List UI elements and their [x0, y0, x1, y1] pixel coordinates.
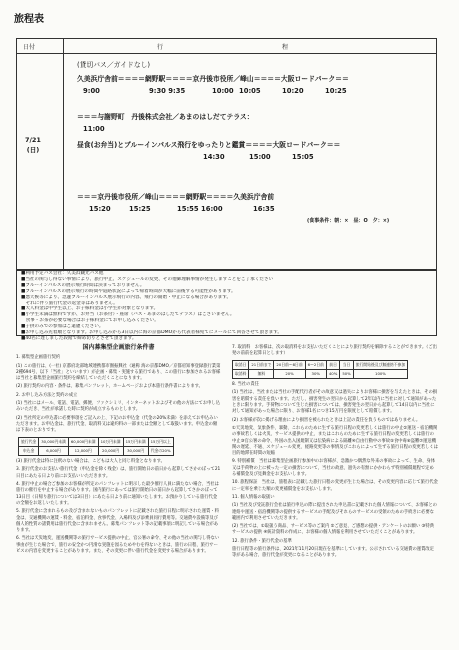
table-row	[233, 360, 408, 369]
route-line-4: ＝＝＝京丹後市役所／峰山＝＝＝＝網野駅＝＝＝＝久美浜庁舎前	[77, 193, 275, 201]
weekday-value: (日)	[26, 146, 40, 154]
table-cell: 代金の20%	[148, 446, 173, 455]
table-cell: 10万円未満	[98, 437, 123, 446]
table-cell: 40%	[326, 369, 339, 378]
paragraph: (1) 当社は、当社または当社の手配代行者がその故意又は過失によりお客様に損害を与えたときは、その損害を賠償する責任を負います。ただし、損害発生の翌日から起算して2年以内に当社に対して通知があったときに限ります。手荷物について生じた損害については、損害発生の翌日から起算して14日以内に当社に対して通知があった場合に限り、お客様1名につき15万円を限度として賠償します。	[232, 390, 438, 415]
table-row	[19, 437, 174, 446]
note-line: それに伴う旅行代金の返金等はありません。	[21, 300, 118, 306]
note-line: ■子供のみでの参加はご遠慮ください。	[21, 324, 104, 330]
table-cell: 6〜2日前	[305, 360, 326, 369]
paragraph: ①天災地変、気象条件、暴動、これらのために生ずる旅行日程の変更若しくは旅行の中止②運送・宿泊機関の事故若しくは火災、サービス提供の中止、またはこれらのために生ずる旅行日程の変更若しくは旅行の中止③官公署の命令、外国の出入国規制又は伝染病による隔離④自由行動中の事故⑤食中毒⑥盗難⑦運送機関の遅延、不通、スケジュール変更、経路変更等の事情及びこれらによって生ずる旅行日程の変更若しくは目的地滞在時間の短縮	[232, 425, 438, 457]
paragraph: (2) お客様が次に掲げる理由により損害を被られたときは上記の責任を負うものではありません。	[232, 417, 421, 423]
table-row	[233, 369, 408, 378]
table-cell: 30,000円未満	[39, 437, 69, 446]
table-cell: 15万円以上	[148, 437, 173, 446]
route1-time: 10:00	[212, 87, 234, 95]
paragraph: 9. 特別補償 当社は募集型企画旅行参加中のお客様が、急激かつ偶然な外来の事故によって、生命、身体又は手荷物の上に被った一定の損害について、当社の故意、過失の有無にかかわらず特別補償規程で定める補償金及び見舞金をお支払いします。	[232, 459, 436, 478]
table-cell: 6,000円	[39, 446, 69, 455]
table-cell: 取消料	[233, 369, 249, 378]
itinerary-table	[16, 38, 437, 270]
paragraph: (2) 旅行契約の内容・条件は、募集パンフレット、ホームページおよび本旅行条件書によります。	[16, 384, 203, 390]
paragraph: (3) 旅行代金は特に注釈のない場合は、こどもは大人と同じ料金となります。	[16, 459, 165, 465]
note-line: ■お申し込み先着順となります。お申し込みから3日以内に海の京都DMOから代表者様宛てにメールにて回答させて頂きます。	[21, 330, 283, 336]
meal-note: (食事条件：朝：× 昼：O 夕：×)	[307, 218, 390, 224]
table-cell: 無料	[249, 369, 274, 378]
route3-time: 14:30	[203, 153, 225, 161]
bus-note: (貸切バス／ガイドなし)	[77, 61, 151, 69]
table-cell: 旅行開始後及び無連絡不参加	[353, 360, 407, 369]
note-line: ■当社の関与し得ない事情により、旅行中止、スケジュールの変更、その他御理解事情が発生しますことをご了承ください	[21, 276, 274, 282]
table-cell: 20%	[274, 369, 305, 378]
paragraph: (1) 当社にはメール、電話、電話、郵便、ファクシミリ、インターネットおよびその他の方法にてお申し込みいただき、当社が承諾した時に契約が成立するものとします。	[16, 401, 220, 413]
route3-time: 15:00	[249, 153, 271, 161]
table-cell: 取消日	[233, 360, 249, 369]
route2-time: 11:00	[83, 125, 105, 133]
table-cell: 申込金	[19, 446, 39, 455]
table-row	[19, 446, 174, 455]
paragraph: 7. 取消料 お客様は、次の取消料をお支払いただくことにより旅行契約を解除することができます。（ご出発の前前を起算日とします）	[232, 345, 437, 357]
terms-right-column	[232, 345, 438, 562]
deposit-table	[18, 437, 174, 457]
terms-left-column	[16, 345, 221, 557]
note-line: 食事・お茶が必要な場合はお子様料金にてお申し込みください。	[21, 318, 159, 324]
table-cell: 21日前まで	[249, 360, 274, 369]
route4-time: 15:25	[129, 205, 151, 213]
note-line: ■ブルーインパルスの展示飛行時間は決まっておりません。	[21, 282, 145, 288]
table-cell: 20日前〜8日前	[274, 360, 305, 369]
notes-box	[16, 270, 437, 341]
terms-heading: 国内募集型企画旅行条件書	[82, 344, 155, 351]
paragraph: (1) 当社及び受託旅行会社は旅行申込の際に提出された申込書に記載された個人情報について、お客様との連絡や運送・宿泊機関等の提供するサービスの手配及びそれらのサービスの受領のための手続きに必要な範囲内で利用させていただきます。	[232, 503, 437, 521]
itinerary-header	[17, 39, 436, 54]
paragraph: 4. 旅行中止の場合ご参加のお客様が所定のパンフレットに明示した最少催行人員に満たない場合、当社は旅行の催行を中止する場合があります。国内旅行にあっては旅行開始日の前日から起算してさかのぼって13日目（日帰り旅行については3日目）にあたる日より前に通知いたします。お預かりしている旅行代金の全額をお返しいたします。	[16, 482, 219, 506]
note-line: ■小学生未満は無料ですが、お弁当（お茶付）・座席（バス・あまのはしだてテラス）はございません。	[21, 312, 235, 318]
paragraph: 6. 当社は天災地変、運送機関等の旅行サービス提供の中止、官公署の命令、その他の当社の関与し得ない事由が生じた場合で、旅行の安全かつ円滑な実施を図るためやむを得ないときは、旅行の日程、旅行サービスの内容を変更することがあります。また、その変更に伴い旅行代金を変更する場合があります。	[16, 536, 220, 555]
header-date: 日付	[23, 44, 36, 51]
route3-time: 15:05	[292, 153, 314, 161]
paragraph: 3. 旅行代金のお支払い旅行代金（申込金を除く残金）は、旅行開始日の前日から起算してさかのぼって21日目にあたる日より前にお支払いいただきます。	[16, 467, 221, 479]
trip-date	[25, 135, 41, 155]
route4-time: 15:55 16:00	[177, 205, 223, 213]
route4-time: 16:35	[253, 205, 275, 213]
route-line-3: 昼食(お弁当)とブルーインパルス飛行をゆったりと鑑賞＝＝＝＝大阪ロードパーク＝＝	[77, 141, 341, 149]
paragraph: (1) この旅行は、(一社) 京都府北部地域連携都市圏振興社（通称 海の京都DMO／京都府知事登録旅行業第2種694号、以下「当社」といいます）が企画・募集・実施する旅行であり、この旅行に参加されるお客様は当社と募集型企画旅行契約を締結していただくことになります。	[16, 363, 221, 382]
paragraph: (2) 当社所定の申込書に必要事項をご記入の上、下記のお申込金（代金の20%未満）を添えてお申込みいただきます。お申込金は、旅行代金、取消料又は違約料の一部または全額として取扱います。申込金の額は下表のとおりです。	[16, 415, 218, 434]
table-cell: 30,000円	[123, 446, 148, 455]
route1-time: 10:20	[282, 87, 304, 95]
paragraph: 5. 旅行代金に含まれるもの及び含まれないものパンフレットに記載された旅行日程に明示された運賃・料金は、交通機関の運賃・料金、宿泊料金、食事代金、入場料及び添乗員同行費用等。交通費や設備等及び個人的性質の諸費用は旅行代金に含まれません。募集パンフレット等の記載事項に明記している場合があります。	[16, 509, 219, 534]
table-cell: 当日	[340, 360, 353, 369]
route-line-1: 久美浜庁舎前＝＝＝＝網野駅＝＝＝＝京丹後市役所／峰山＝＝＝＝大阪ロードパーク＝＝	[77, 75, 349, 83]
section-heading: 8. 当社の責任	[232, 382, 259, 388]
date-value: 7/21	[25, 136, 41, 144]
route4-time: 15:20	[89, 205, 111, 213]
table-cell: 前日	[326, 360, 339, 369]
header-col-b: 程	[282, 44, 289, 51]
route-line-2: ＝＝＝与謝野町 丹後株式会社／あまのはしだてテラス：	[77, 113, 254, 121]
column-divider	[63, 39, 64, 269]
route1-time: 9:00	[83, 87, 100, 95]
cancellation-table	[232, 360, 408, 380]
table-cell: 30%	[305, 369, 326, 378]
table-cell: 12,000円	[68, 446, 98, 455]
route1-time: 10:25	[325, 87, 347, 95]
section-heading: 11. 個人情報の取扱い	[232, 494, 275, 500]
route1-time: 9:30 9:35	[149, 87, 186, 95]
section-heading: 1. 募集型企画旅行契約	[16, 355, 61, 361]
table-cell: 20,000円	[98, 446, 123, 455]
table-cell: 旅行代金	[19, 437, 39, 446]
table-cell: 100%	[353, 369, 407, 378]
table-cell: 50%	[340, 369, 353, 378]
section-heading: 2. お申し込み方法と契約の成立	[16, 392, 78, 398]
note-line: ■利用予定バス会社：久美浜観光バス他	[21, 271, 104, 276]
note-line: ■悪天候等により、急遽ブルーインパルス展示飛行の内容、飛行の開始・中止になる場合があります。	[21, 294, 232, 300]
table-cell: 60,000円未満	[68, 437, 98, 446]
paragraph: 旅行日程等の旅行条件は、2021年11月20日現在を基準にしています。公示されている交通費の運賃改定等がある場合、旅行代金が変更になることがあります。	[232, 547, 434, 559]
section-heading: 12. 旅行条件・旅行代金の基準	[232, 538, 292, 544]
note-line: ■40名に達しました段階で締め切りとさせて頂きます。	[21, 335, 137, 341]
table-cell: 15万円未満	[123, 437, 148, 446]
note-line: ■ブルーインパルスの展示飛行の時間や道路状況によって帰着時間が大幅に前後する可能性があります。	[21, 288, 236, 294]
page-title: 旅程表	[14, 14, 44, 25]
paragraph: (2) 当社では、①取扱う商品、サービス等のご案内 ②ご意見、ご感想の提供・アンケートのお願い ③特典サービスの提供 ④統計資料の作成に、お客様の個人情報を利用させていただくことがあります。	[232, 524, 434, 536]
header-col-a: 行	[157, 44, 164, 51]
note-line: ■大人料金は中学生以上、お子様料金は小学生が対象となります。	[21, 306, 159, 312]
paragraph: 10. 旅程保証 当社は、旅程表に記載した旅行日程の変更が生じた場合は、その変更内容に応じて旅行代金に一定率を乗じた額の変更補償金をお支払いします。	[232, 480, 438, 492]
route1-time: 10:05	[239, 87, 261, 95]
